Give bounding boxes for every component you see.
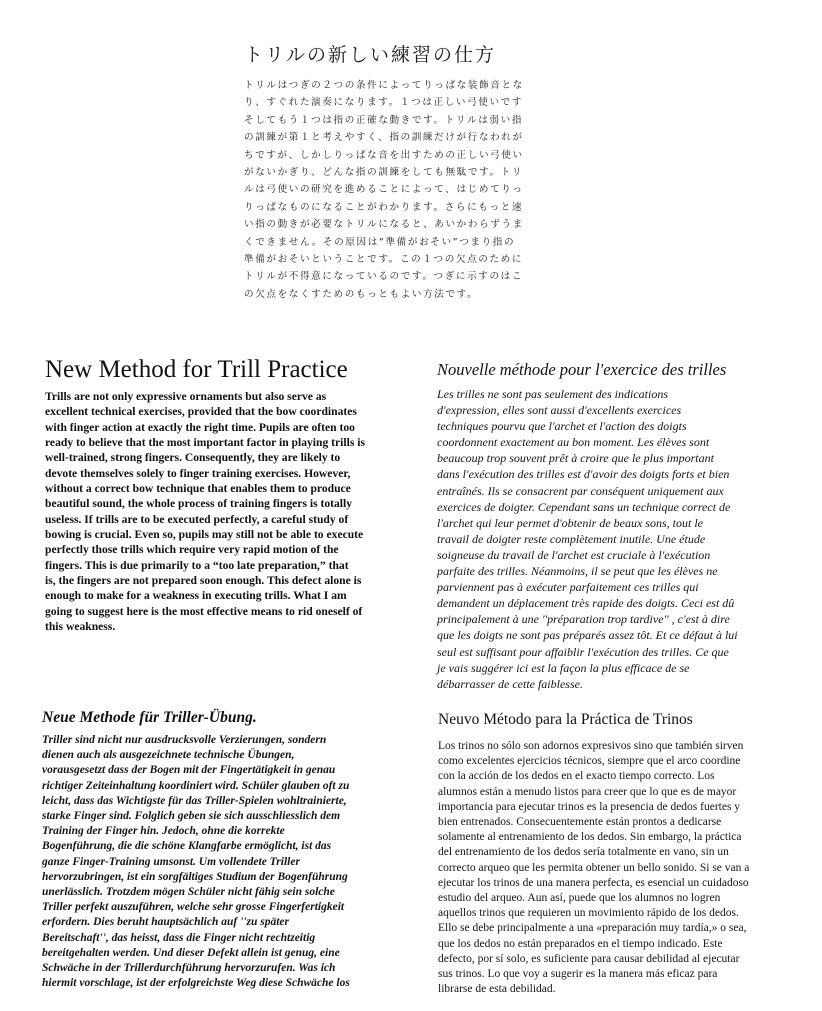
text-line: devote themselves solely to finger training exercises. However, xyxy=(45,466,351,480)
english-title: New Method for Trill Practice xyxy=(45,356,348,383)
text-line: ちですが、しかしりっぱな音を出すための正しい弓使い xyxy=(244,149,524,161)
text-line: alumnos están a menudo listos para creer que lo que es de mayor xyxy=(438,785,737,798)
spanish-title: Neuvo Método para la Práctica de Trinos xyxy=(438,711,693,728)
text-line: useless. If trills are to be executed perfectly, a careful study of xyxy=(45,512,349,526)
text-line: Schwäche in der Trillerdurchführung hervorzurufen. Was ich xyxy=(42,962,336,975)
japanese-title: トリルの新しい練習の仕方 xyxy=(244,44,497,66)
text-line: の訓練が第１と考えやすく、指の訓練だけが行なわれが xyxy=(244,132,524,144)
text-line: Los trinos no sólo son adornos expresivos sino que también sirven xyxy=(438,740,744,752)
text-line: solamente al entrenamiento de los dedos. Sin embargo, la práctica xyxy=(438,831,742,844)
text-line: の欠点をなくすためのもっともよい方法です。 xyxy=(244,288,479,300)
text-line: seul est suffisant pour affaiblir l'exécution des trilles. Ce que xyxy=(437,644,729,659)
text-line: がないかぎり、どんな指の訓練をしても無駄です。トリ xyxy=(244,167,524,179)
text-line: い指の動きが必要なトリルになると、あいかわらずうま xyxy=(244,219,524,231)
japanese-section xyxy=(244,40,574,303)
text-line: Trills are not only expressive ornaments but also serve as xyxy=(45,390,327,403)
text-line: Triller sind nicht nur ausdrucksvolle Verzierungen, sondern xyxy=(42,734,327,746)
text-line: 準備がおそいということです。この１つの欠点のために xyxy=(244,254,524,266)
text-line: without a correct bow technique that enables them to produce xyxy=(45,482,351,496)
text-line: with finger action at exactly the right time. Pupils are often too xyxy=(45,420,355,434)
text-line: d'expression, elles sont aussi d'excellents exercices xyxy=(437,403,682,418)
text-line: well-trained, strong fingers. Consequently, they are likely to xyxy=(45,451,341,465)
text-line: exercices de doigter. Cependant sans un technique correct de xyxy=(437,499,731,514)
text-line: くできません。その原因は“準備がおそい”つまり指の xyxy=(244,236,516,248)
text-line: l'archet qui leur permet d'obtenir de beaux sons, tout le xyxy=(437,515,703,530)
text-line: demandent un déplacement très rapide des doigts. Ceci est dû xyxy=(437,596,735,611)
text-line: starke Finger sind. Folglich geben sie sich ausschliesslich dem xyxy=(42,810,341,823)
text-line: richtiger Zeiteinhaltung koordiniert wird. Schüler glauben oft zu xyxy=(42,779,350,792)
text-line: dans l'exécution des trilles est d'avoir des doigts forts et bien xyxy=(437,467,730,482)
text-line: り、すぐれた演奏になります。１つは正しい弓使いです xyxy=(244,97,524,109)
text-line: parviennent pas à exécuter parfaitement ces trilles qui xyxy=(437,580,699,595)
text-line: そしてもう１つは指の正確な動きです。トリルは弱い指 xyxy=(244,114,524,126)
text-line: perfectly those trills which require very rapid motion of the xyxy=(45,543,339,557)
german-section xyxy=(42,709,412,990)
text-line: beaucoup trop souvent prêt à croire que le plus important xyxy=(437,451,714,466)
text-line: dienen auch als ausgezeichnete technische Übungen, xyxy=(42,749,295,762)
text-line: débarrasser de cette faiblesse. xyxy=(437,676,583,691)
text-line: estudio del arqueo. Aun así, puede que los alumnos no logren xyxy=(438,892,721,905)
text-line: Bereitschaft'', das heisst, dass die Finger nicht rechtzeitig xyxy=(42,931,316,944)
text-line: como excelentes ejercicios técnicos, siempre que el arco coordine xyxy=(438,755,741,768)
text-line: ejecutar los trinos de una manera perfecta, es esencial un cuidadoso xyxy=(438,876,749,889)
text-line: coordonnent exactement au bon moment. Les élèves sont xyxy=(437,435,710,450)
text-line: parfaite des trilles. Néanmoins, il se peut que les élèves ne xyxy=(437,564,718,579)
text-line: Bogenführung, die die schöne Klangfarbe ermöglicht, ist das xyxy=(42,840,332,853)
text-line: leicht, dass das Wichtigste für das Triller-Spielen wohltrainierte, xyxy=(42,794,347,807)
text-line: トリルが不得意になっているのです。つぎに示すのはこ xyxy=(244,271,524,283)
text-line: que les doigts ne sont pas préparés assez tôt. Et ce défaut à lui xyxy=(437,628,738,643)
english-body xyxy=(45,389,405,635)
text-line: con la acción de los dedos en el exacto tiempo correcto. Los xyxy=(438,770,715,783)
text-line: ready to believe that the most important factor in playing trills is xyxy=(45,436,365,450)
text-line: Ello se debe principalmente a una «preparación muy tardía,» o sea, xyxy=(438,922,747,935)
text-line: travail de doigter reste complètement inutile. Une étude xyxy=(437,531,706,546)
german-title: Neue Methode für Triller-Übung. xyxy=(42,709,257,726)
text-line: bien entrenados. Consecuentemente están prontos a dedicarse xyxy=(438,816,722,829)
text-line: enough to make for a weakness in executing trills. What I am xyxy=(45,589,347,603)
text-line: del entrenamiento de los dedos sería totalmente en vano, sin un xyxy=(438,846,729,859)
spanish-body xyxy=(438,739,798,996)
text-line: aquellos trinos que requieren un movimiento rápido de los dedos. xyxy=(438,907,739,920)
text-line: entraînés. Ils se consacrent par conséquent uniquement aux xyxy=(437,483,724,498)
text-line: unerlässlich. Trotzdem mögen Schüler nicht fähig sein solche xyxy=(42,886,335,899)
text-line: bowing is crucial. Even so, pupils may still not be able to execute xyxy=(45,528,364,542)
text-line: ルは弓使いの研究を進めることによって、はじめてりっ xyxy=(244,184,524,196)
text-line: going to suggest here is the most effective means to rid oneself of xyxy=(45,604,363,618)
japanese-body xyxy=(244,77,574,303)
text-line: importancia para ejecutar trinos es la presencia de dedos fuertes y xyxy=(438,800,741,813)
text-line-cut: hiermit vorschlage, ist der erfolgreichste Weg diese Schwäche los xyxy=(42,977,350,990)
text-line: que los dedos no están preparados en el tiempo indicado. Este xyxy=(438,937,723,950)
text-line: トリルはつぎの２つの条件によってりっぱな装飾音とな xyxy=(244,80,524,91)
text-line: Triller perfekt auszuführen, welche sehr grosse Fingerfertigkeit xyxy=(42,901,345,914)
german-body xyxy=(42,733,412,990)
text-line: principalement à une ''préparation trop tardive'' , c'est à dire xyxy=(437,612,730,627)
text-line: je vais suggérer ici est la façon la plus efficace de se xyxy=(437,660,690,675)
text-line: hervorzubringen, ist ein sorgfältiges Studium der Bogenführung xyxy=(42,870,348,883)
text-line: erfordern. Dies beruht hauptsächlich auf ''zu später xyxy=(42,916,289,929)
text-line: fingers. This is due primarily to a “too late preparation,” that xyxy=(45,558,349,572)
text-line: Les trilles ne sont pas seulement des indications xyxy=(437,387,668,401)
text-line-cut: librarse de esta debilidad. xyxy=(438,983,556,996)
text-line: bereitgehalten werden. Und dieser Defekt allein ist genug, eine xyxy=(42,946,340,959)
french-title: Nouvelle méthode pour l'exercice des trilles xyxy=(437,360,727,379)
text-line: defecto, por sí solo, es suficiente para causar debilidad al ejecutar xyxy=(438,952,740,965)
text-line: ganze Finger-Training umsonst. Um vollendete Triller xyxy=(42,855,300,868)
french-body xyxy=(437,386,797,692)
text-line: sus trinos. Lo que voy a sugerir es la manera más eficaz para xyxy=(438,968,718,981)
text-line: beautiful sound, the whole process of training fingers is totally xyxy=(45,497,353,511)
french-section xyxy=(437,360,797,692)
text-line: techniques pourvu que l'archet et l'action des doigts xyxy=(437,419,687,434)
text-line: vorausgesetzt dass der Bogen mit der Fingertätigkeit in genau xyxy=(42,764,336,777)
text-line: this weakness. xyxy=(45,620,116,634)
text-line: りっぱなものになることがわかります。さらにもっと速 xyxy=(244,201,524,213)
spanish-section xyxy=(438,711,798,996)
text-line: Training der Finger hin. Jedoch, ohne die korrekte xyxy=(42,825,285,838)
text-line: excellent technical exercises, provided that the bow coordinates xyxy=(45,405,357,419)
english-section xyxy=(45,356,405,635)
text-line: soigneuse du travail de l'archet est cruciale à l'exécution xyxy=(437,547,711,562)
text-line: is, the fingers are not prepared soon enough. This defect alone is xyxy=(45,574,362,588)
text-line: correcto arqueo que les permita obtener un bello sonido. Si se van a xyxy=(438,861,750,874)
